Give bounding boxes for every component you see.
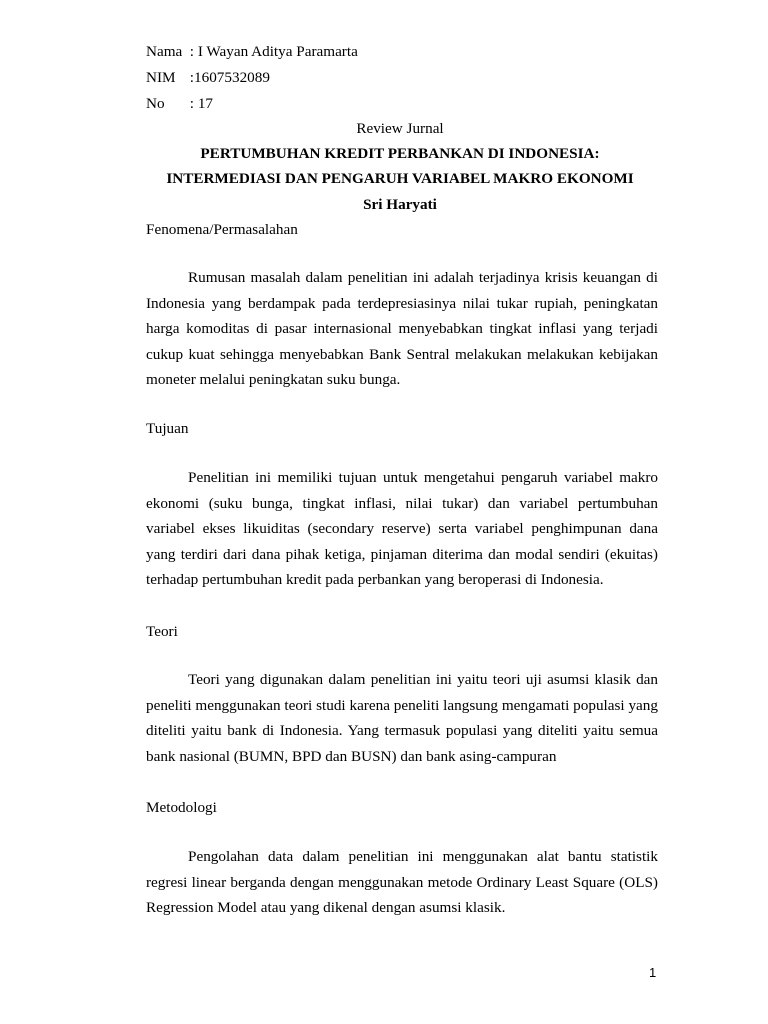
student-nim-row [146,68,666,87]
section-body-teori: Teori yang digunakan dalam penelitian ini yaitu teori uji asumsi klasik dan peneliti menggunakan teori studi karena peneliti langsung mengamati populasi yang diteliti yaitu bank di Indonesia. Yang termasuk populasi yang diteliti yaitu semua bank nasional (BUMN, BPD dan BUSN) dan bank asing-campuran [146,671,658,765]
student-number-row [146,94,666,113]
section-heading-metodologi: Metodologi [146,799,217,816]
journal-title-line-2: INTERMEDIASI DAN PENGARUH VARIABEL MAKRO EKONOMI [166,170,634,187]
section-body-metodologi: Pengolahan data dalam penelitian ini menggunakan alat bantu statistik regresi linear berganda dengan menggunakan metode Ordinary Least Square (OLS) Regression Model atau yang dikenal dengan asumsi klasik. [146,848,658,916]
section-body-tujuan: Penelitian ini memiliki tujuan untuk mengetahui pengaruh variabel makro ekonomi (suku bunga, tingkat inflasi, nilai tukar) dan variabel pertumbuhan variabel ekses likuiditas (secondary reserve) serta variabel penghimpunan dana yang terdiri dari dana pihak ketiga, pinjaman diterima dan modal sendiri (ekuitas) terhadap pertumbuhan kredit pada perbankan yang beroperasi di Indonesia. [146,469,658,588]
review-label: Review Jurnal [356,120,444,137]
name-label: Nama [146,43,183,60]
journal-title-line-1: PERTUMBUHAN KREDIT PERBANKAN DI INDONESIA: [200,145,600,162]
section-heading-teori: Teori [146,623,178,640]
nim-value: :1607532089 [189,69,270,86]
section-body-fenomena: Rumusan masalah dalam penelitian ini adalah terjadinya krisis keuangan di Indonesia yang berdampak pada terdepresiasinya nilai tukar rupiah, peningkatan harga komoditas di pasar internasional menyebabkan tingkat inflasi yang terjadi cukup kuat sehingga menyebabkan Bank Sentral melakukan melakukan kebijakan moneter melalui peningkatan suku bunga. [146,269,658,388]
nim-label: NIM [146,69,176,86]
number-label: No [146,95,165,112]
journal-author: Sri Haryati [363,196,437,213]
name-value: : I Wayan Aditya Paramarta [189,43,358,60]
student-name-row [146,42,666,61]
section-heading-tujuan: Tujuan [146,420,189,437]
number-value: : 17 [189,95,214,112]
page-number: 1 [649,965,657,980]
section-heading-fenomena: Fenomena/Permasalahan [146,221,298,238]
